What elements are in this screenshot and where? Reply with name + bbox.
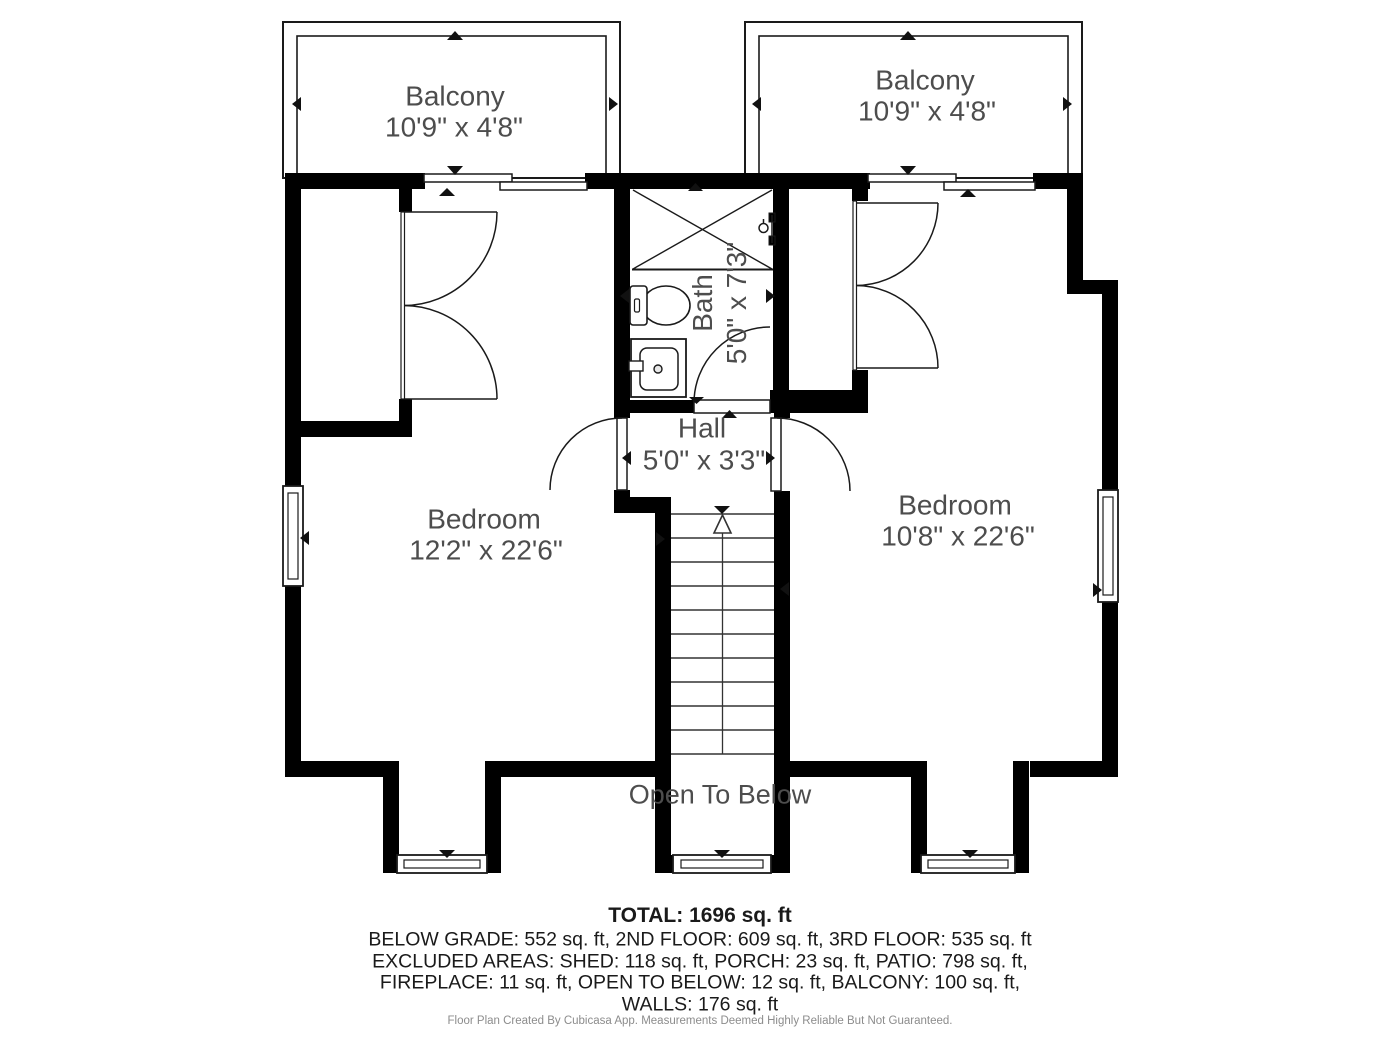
window-left-bedroom <box>283 486 303 586</box>
window-right-bedroom <box>1098 490 1118 602</box>
window-bay-left <box>397 855 487 873</box>
balcony-right-dims: 10'9" x 4'8" <box>858 95 996 127</box>
stairs-up-arrow-icon <box>714 515 731 533</box>
window-bay-right <box>921 855 1015 873</box>
summary-line: EXCLUDED AREAS: SHED: 118 sq. ft, PORCH: 23 sq. ft, PATIO: 798 sq. ft, <box>372 950 1028 972</box>
bath-label <box>686 242 754 364</box>
closet-right-double-door <box>853 201 938 370</box>
bedroom-left-dims: 12'2" x 22'6" <box>409 534 563 566</box>
hall-dims: 5'0" x 3'3" <box>642 444 766 476</box>
balcony-right-sliding-door <box>868 174 1035 190</box>
balcony-left-name: Balcony <box>405 80 505 112</box>
balcony-left-sliding-door <box>424 174 587 190</box>
balcony-right-name: Balcony <box>875 64 975 96</box>
shower-fixture-icon <box>759 213 775 245</box>
hall-name: Hall <box>677 412 727 444</box>
toilet-icon <box>630 286 690 325</box>
bath-dims: 5'0" x 7'3" <box>721 241 752 365</box>
sink-icon <box>629 339 686 397</box>
bedroom-right-name: Bedroom <box>898 489 1012 521</box>
hall-door-left <box>550 418 627 490</box>
summary-line: FIREPLACE: 11 sq. ft, OPEN TO BELOW: 12 sq. ft, BALCONY: 100 sq. ft, <box>379 971 1021 994</box>
closet-left-double-door <box>401 212 497 399</box>
summary-total: TOTAL: 1696 sq. ft <box>608 904 792 927</box>
summary-line: BELOW GRADE: 552 sq. ft, 2ND FLOOR: 609 sq. ft, 3RD FLOOR: 535 sq. ft <box>368 928 1032 951</box>
open-to-below-label: Open To Below <box>628 779 812 810</box>
bath-name: Bath <box>687 274 718 332</box>
stairs <box>671 514 774 754</box>
footer-disclaimer: Floor Plan Created By Cubicasa App. Measurements Deemed Highly Reliable But Not Guaranteed. <box>447 1015 953 1027</box>
bedroom-right-dims: 10'8" x 22'6" <box>881 520 1035 552</box>
summary-line: WALLS: 176 sq. ft <box>621 993 779 1015</box>
bedroom-left-name: Bedroom <box>427 503 541 535</box>
balcony-left-dims: 10'9" x 4'8" <box>385 111 523 143</box>
hall-door-right <box>771 418 850 491</box>
